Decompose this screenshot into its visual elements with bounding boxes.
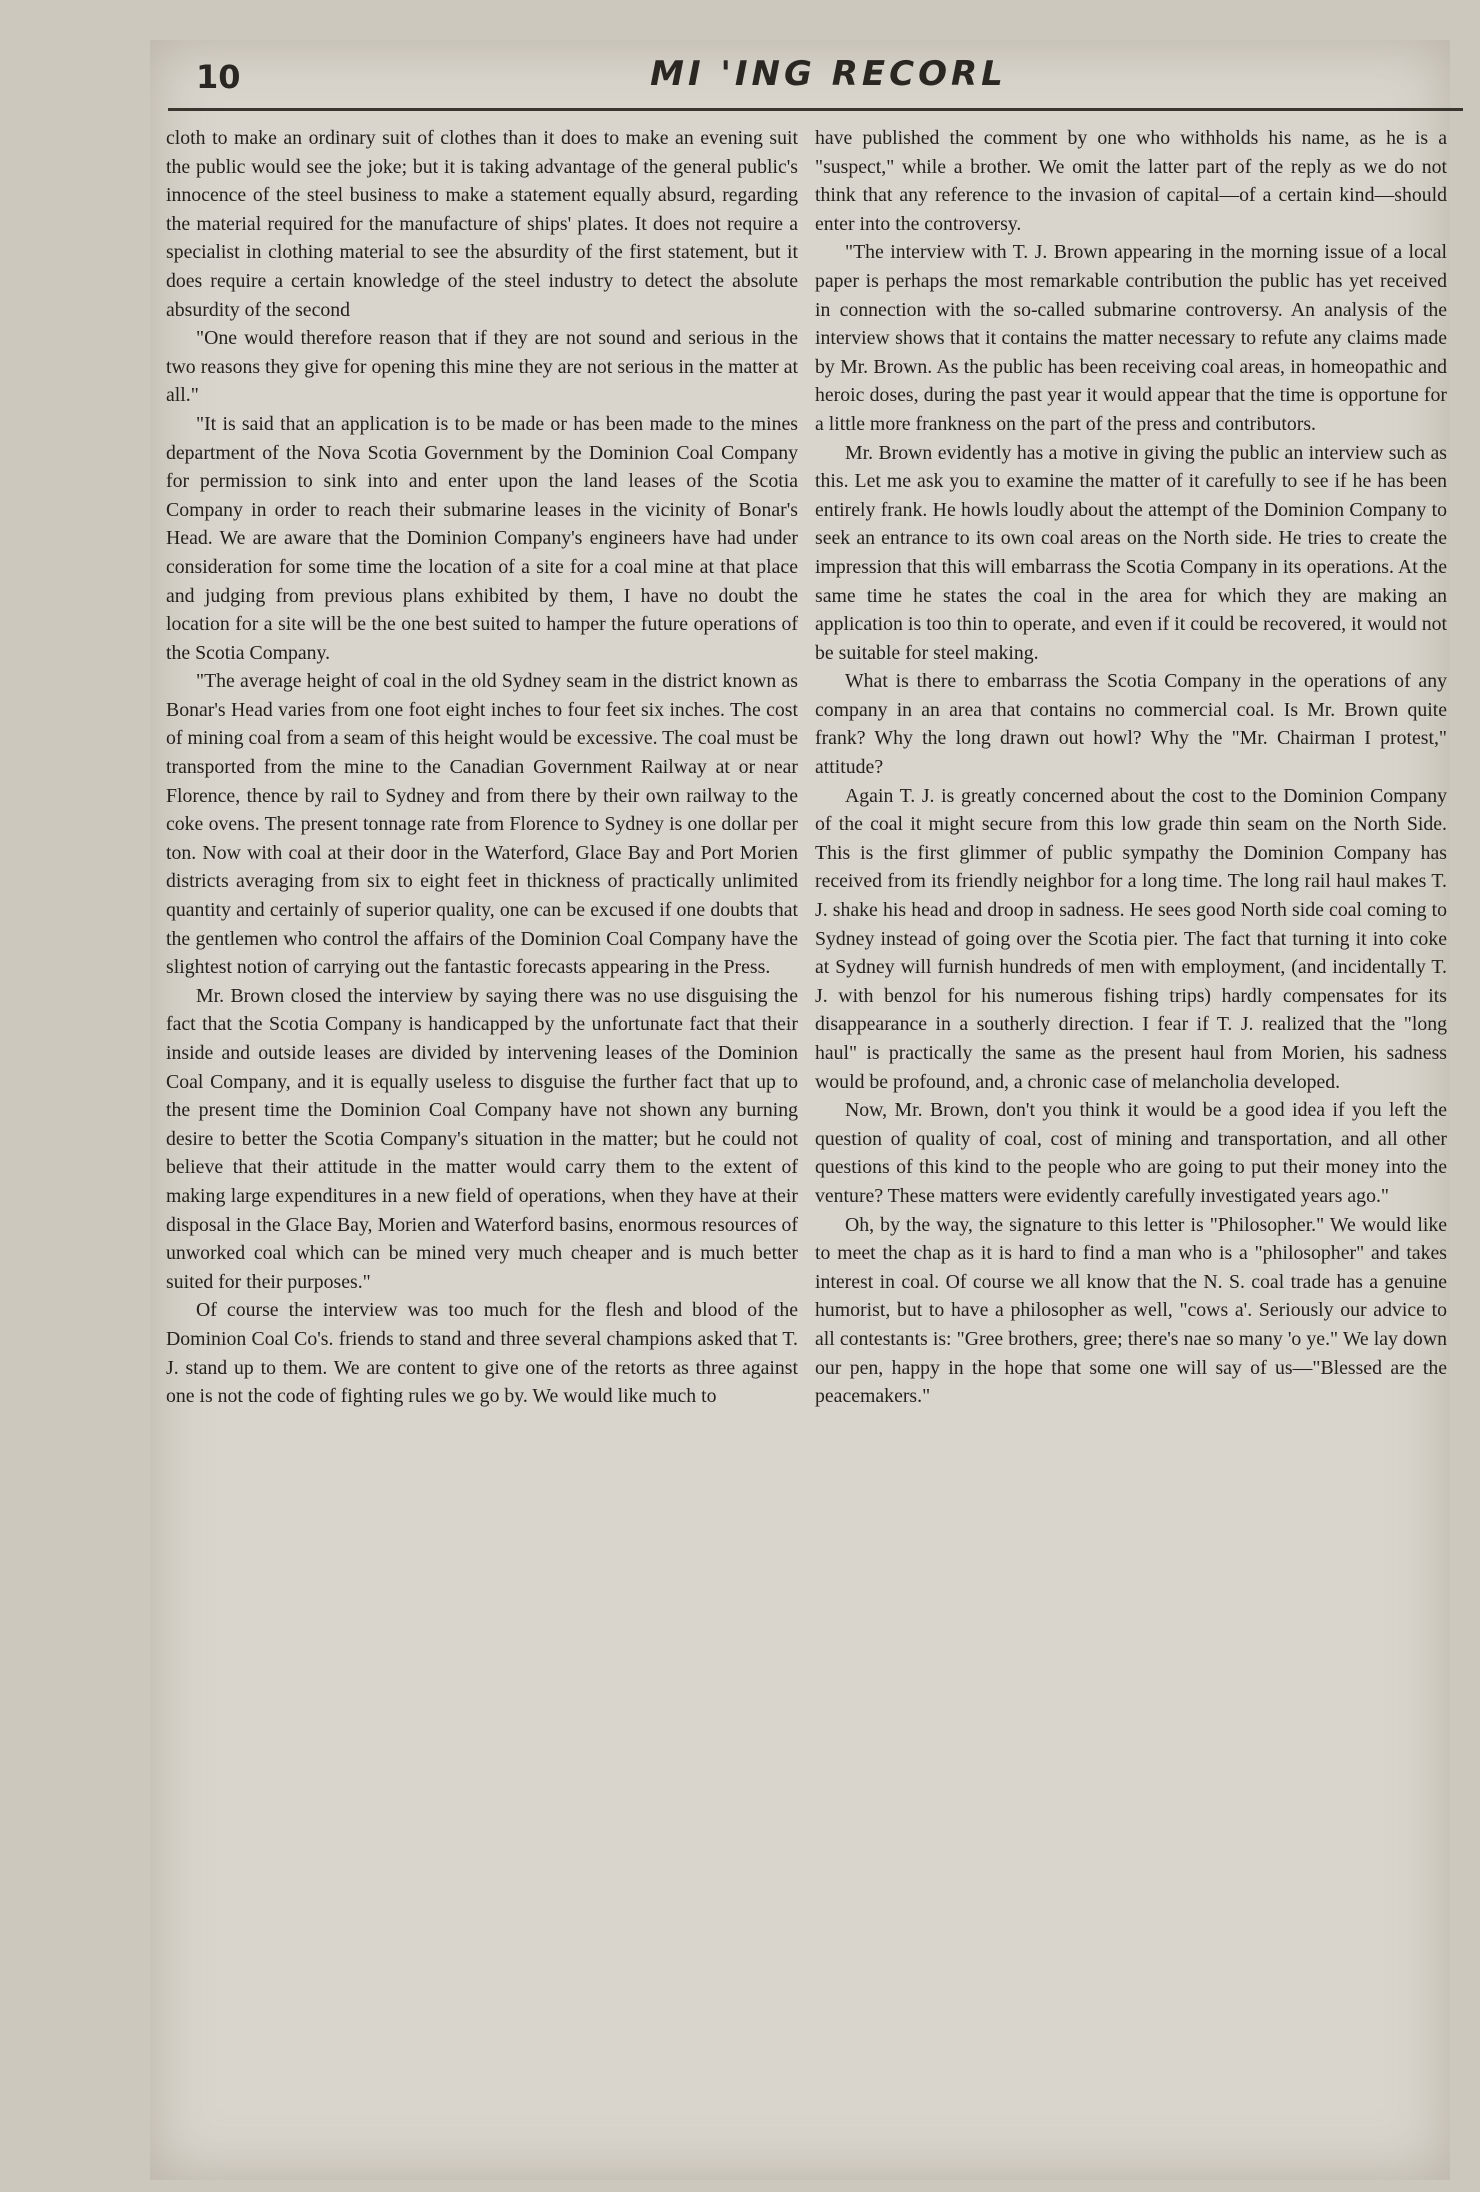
journal-title: MI 'ING RECORL — [650, 54, 1007, 94]
header-rule — [168, 108, 1463, 111]
right-column — [815, 124, 1447, 2124]
paragraph: Mr. Brown closed the interview by saying there was no use disguising the fact that the Scotia Company is handicapped by the unfortunate fact that their inside and outside leases are divided by intervening leases of the Dominion Coal Company, and it is equally useless to disguise the further fact that up to the present time the Dominion Coal Company have not shown any burning desire to better the Scotia Company's situation in the matter; but he could not believe that their attitude in the matter would carry them to the extent of making large expenditures in a new field of operations, when they have at their disposal in the Glace Bay, Morien and Waterford basins, enormous resources of unworked coal which can be mined very much cheaper and is much better suited for their purposes." — [166, 984, 798, 1293]
paragraph: Oh, by the way, the signature to this letter is "Philosopher." We would like to meet the chap as it is hard to find a man who is a "philosopher" and takes interest in coal. Of course we all know that the N. S. coal trade has a genuine humorist, but to have a philosopher as well, "cows a'. Seriously our advice to all contestants is: "Gree brothers, gree; there's nae so many 'o ye." We lay down our pen, happy in the hope that some one will say of us—"Blessed are the peacemakers." — [815, 1213, 1447, 1408]
paragraph: What is there to embarrass the Scotia Company in the operations of any company in an area that contains no commercial coal. Is Mr. Brown quite frank? Why the long drawn out howl? Why the "Mr. Chairman I protest," attitude? — [815, 670, 1447, 779]
paragraph: "It is said that an application is to be made or has been made to the mines department of the Nova Scotia Government by the Dominion Coal Company for permission to sink into and enter upon the land leases of the Scotia Company in order to reach their submarine leases in the vicinity of Bonar's Head. We are aware that the Dominion Company's engineers have had under consideration for some time the location of a site for a coal mine at that place and judging from previous plans exhibited by them, I have no doubt the location for a site will be the one best suited to hamper the future operations of the Scotia Company. — [166, 412, 798, 664]
paragraph: "The interview with T. J. Brown appearing in the morning issue of a local paper is perhaps the most remarkable contribution the public has yet received in connection with the so-called submarine controversy. An analysis of the interview shows that it contains the matter necessary to refute any claims made by Mr. Brown. As the public has been receiving coal areas, in homeopathic and heroic doses, during the past year it would appear that the time is opportune for a little more frankness on the part of the press and contributors. — [815, 241, 1447, 435]
masthead — [196, 54, 1461, 114]
paragraph: Mr. Brown evidently has a motive in giving the public an interview such as this. Let me ask you to examine the matter of it carefully to see if he has been entirely frank. He howls loudly about the attempt of the Dominion Company to seek an entrance to its own coal areas on the North side. He tries to create the impression that this will embarrass the Scotia Company in its operations. At the same time he states the coal in the area for which they are making an application is too thin to operate, and even if it could be recovered, it would not be suitable for steel making. — [815, 441, 1447, 664]
paragraph: have published the comment by one who withholds his name, as he is a "suspect," while a brother. We omit the latter part of the reply as we do not think that any reference to the invasion of capital—of a certain kind—should enter into the controversy. — [815, 127, 1447, 235]
paragraph: Of course the interview was too much for the flesh and blood of the Dominion Coal Co's. friends to stand and three several champions asked that T. J. stand up to them. We are content to give one of the retorts as three against one is not the code of fighting rules we go by. We would like much to — [166, 1299, 798, 1408]
paragraph: Now, Mr. Brown, don't you think it would be a good idea if you left the question of quality of coal, cost of mining and transportation, and all other questions of this kind to the people who are going to put their money into the venture? These matters were evidently carefully investigated years ago." — [815, 1099, 1447, 1207]
page-number: 10 — [196, 58, 241, 96]
paragraph: "One would therefore reason that if they are not sound and serious in the two reasons they give for opening this mine they are not serious in the matter at all." — [166, 327, 798, 407]
paragraph: cloth to make an ordinary suit of clothes than it does to make an evening suit the public would see the joke; but it is taking advantage of the general public's innocence of the steel business to make a statement equally absurd, regarding the material required for the manufacture of ships' plates. It does not require a specialist in clothing material to see the absurdity of the first statement, but it does require a certain knowledge of the steel industry to detect the absolute absurdity of the second — [166, 127, 798, 321]
paragraph: "The average height of coal in the old Sydney seam in the district known as Bonar's Head varies from one foot eight inches to four feet six inches. The cost of mining coal from a seam of this height would be excessive. The coal must be transported from the mine to the Canadian Government Railway at or near Florence, thence by rail to Sydney and from there by their own railway to the coke ovens. The present tonnage rate from Florence to Sydney is one dollar per ton. Now with coal at their door in the Waterford, Glace Bay and Port Morien districts averaging from six to eight feet in thickness of practically unlimited quantity and certainly of superior quality, one can be excused if one doubts that the gentlemen who control the affairs of the Dominion Coal Company have the slightest notion of carrying out the fantastic forecasts appearing in the Press. — [166, 670, 798, 979]
left-column — [166, 124, 798, 2124]
paragraph: Again T. J. is greatly concerned about the cost to the Dominion Company of the coal it might secure from this low grade thin seam on the North Side. This is the first glimmer of public sympathy the Dominion Company has received from its friendly neighbor for a long time. The long rail haul makes T. J. shake his head and droop in sadness. He sees good North side coal coming to Sydney instead of going over the Scotia pier. The fact that turning it into coke at Sydney will furnish hundreds of men with employment, (and incidentally T. J. with benzol for his numerous fishing trips) hardly compensates for its disappearance in a southerly direction. I fear if T. J. realized that the "long haul" is practically the same as the present haul from Morien, his sadness would be profound, and, a chronic case of melancholia developed. — [815, 784, 1447, 1093]
